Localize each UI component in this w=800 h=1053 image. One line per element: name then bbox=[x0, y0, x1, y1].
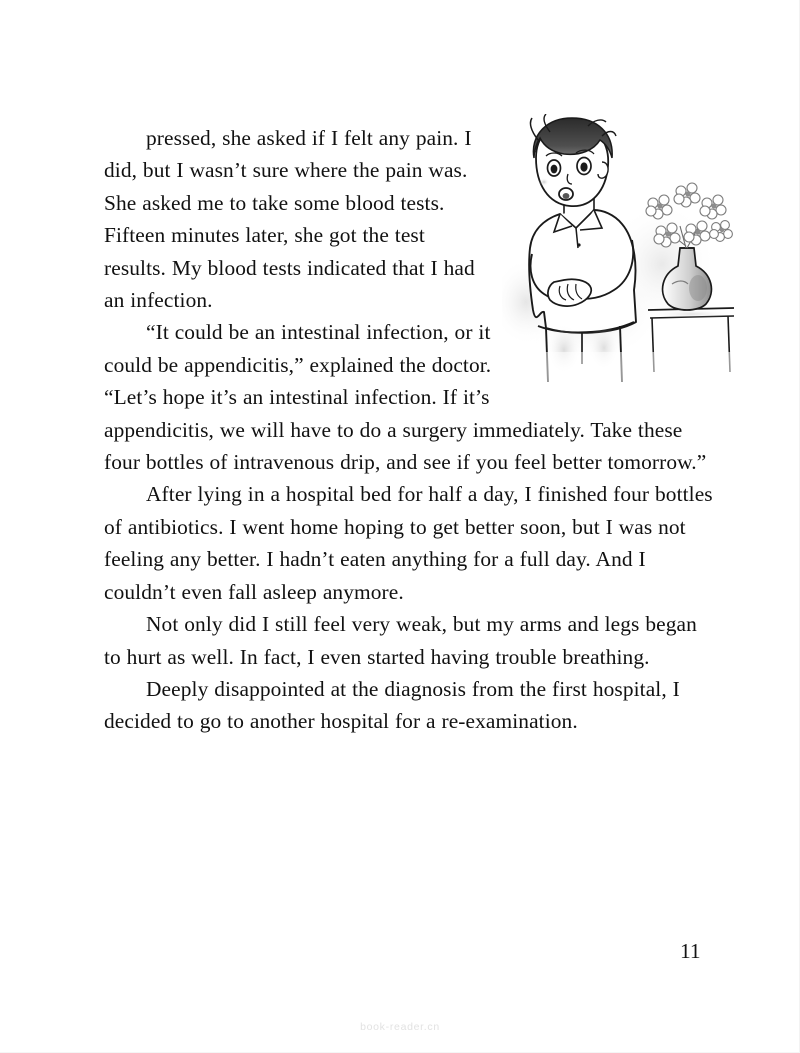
paragraph: “It could be an intestinal infection, or it could be appendicitis,” explained the doctor. “Let’s hope it’s an intestinal infection. If it’s appendicitis, we will have to do a surgery immediately. Take these four bottles of intravenous drip, and see if you feel better tomorrow.” bbox=[104, 320, 707, 475]
boy-holding-stomach-illustration bbox=[502, 114, 734, 382]
paragraph: Not only did I still feel very weak, but my arms and legs began to hurt as well. In fact, I even started having trouble breathing. bbox=[104, 612, 697, 669]
watermark: book-reader.cn bbox=[360, 1021, 440, 1033]
paragraph: pressed, she asked if I felt any pain. I did, but I wasn’t sure where the pain was. She asked me to take some blood tests. Fifteen minutes later, she got the test results. My blood tests indicated that I had an infection. bbox=[104, 126, 475, 313]
page-number: 11 bbox=[680, 939, 701, 963]
paragraph: Deeply disappointed at the diagnosis from the first hospital, I decided to go to another hospital for a re-examination. bbox=[104, 676, 680, 734]
page-text-block bbox=[104, 122, 714, 738]
paragraph: After lying in a hospital bed for half a day, I finished four bottles of antibiotics. I went home hoping to get better soon, but I was not feeling any better. I hadn’t eaten anything for a full day. And I couldn’t even fall asleep anymore. bbox=[104, 482, 713, 604]
